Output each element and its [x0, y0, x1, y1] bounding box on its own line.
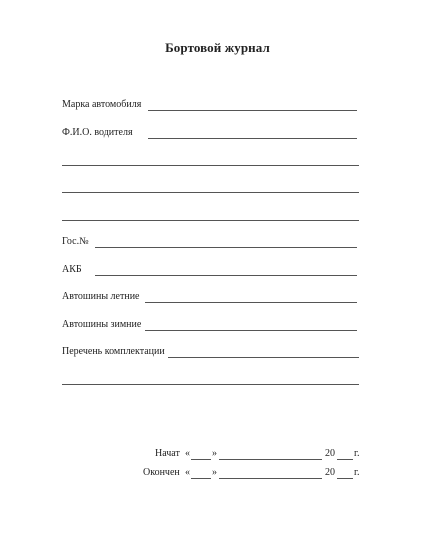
field-line-car-make[interactable] — [148, 110, 357, 111]
close-quote: » — [212, 448, 217, 459]
started-day-line[interactable] — [191, 459, 211, 460]
ended-day-line[interactable] — [191, 478, 211, 479]
page-title: Бортовой журнал — [165, 40, 270, 55]
field-line-battery[interactable] — [95, 275, 357, 276]
field-line-winter-tires[interactable] — [145, 330, 357, 331]
ended-label: Окончен — [143, 467, 180, 478]
open-quote: « — [185, 448, 190, 459]
started-month-line[interactable] — [219, 459, 322, 460]
field-label-equipment-list: Перечень комплектации — [62, 346, 165, 357]
ended-year-line[interactable] — [337, 478, 353, 479]
blank-line-2[interactable] — [62, 192, 359, 193]
year-prefix: 20 — [325, 467, 335, 478]
blank-line-1[interactable] — [62, 165, 359, 166]
field-line-plate-number[interactable] — [95, 247, 357, 248]
field-label-car-make: Марка автомобиля — [62, 99, 142, 110]
ended-date-row — [143, 467, 360, 481]
field-label-driver-name: Ф.И.О. водителя — [62, 127, 133, 138]
year-suffix: г. — [354, 448, 360, 459]
started-year-line[interactable] — [337, 459, 353, 460]
blank-line-3[interactable] — [62, 220, 359, 221]
started-date-row — [155, 448, 360, 462]
field-label-battery: АКБ — [62, 264, 82, 275]
field-label-plate-number: Гос.№ — [62, 236, 89, 247]
year-prefix: 20 — [325, 448, 335, 459]
field-line-equipment-list[interactable] — [168, 357, 359, 358]
field-line-summer-tires[interactable] — [145, 302, 357, 303]
field-line-driver-name[interactable] — [148, 138, 357, 139]
started-label: Начат — [155, 448, 180, 459]
field-line-equipment-list-2[interactable] — [62, 384, 359, 385]
ended-month-line[interactable] — [219, 478, 322, 479]
field-label-winter-tires: Автошины зимние — [62, 319, 142, 330]
close-quote: » — [212, 467, 217, 478]
field-label-summer-tires: Автошины летние — [62, 291, 140, 302]
year-suffix: г. — [354, 467, 360, 478]
open-quote: « — [185, 467, 190, 478]
